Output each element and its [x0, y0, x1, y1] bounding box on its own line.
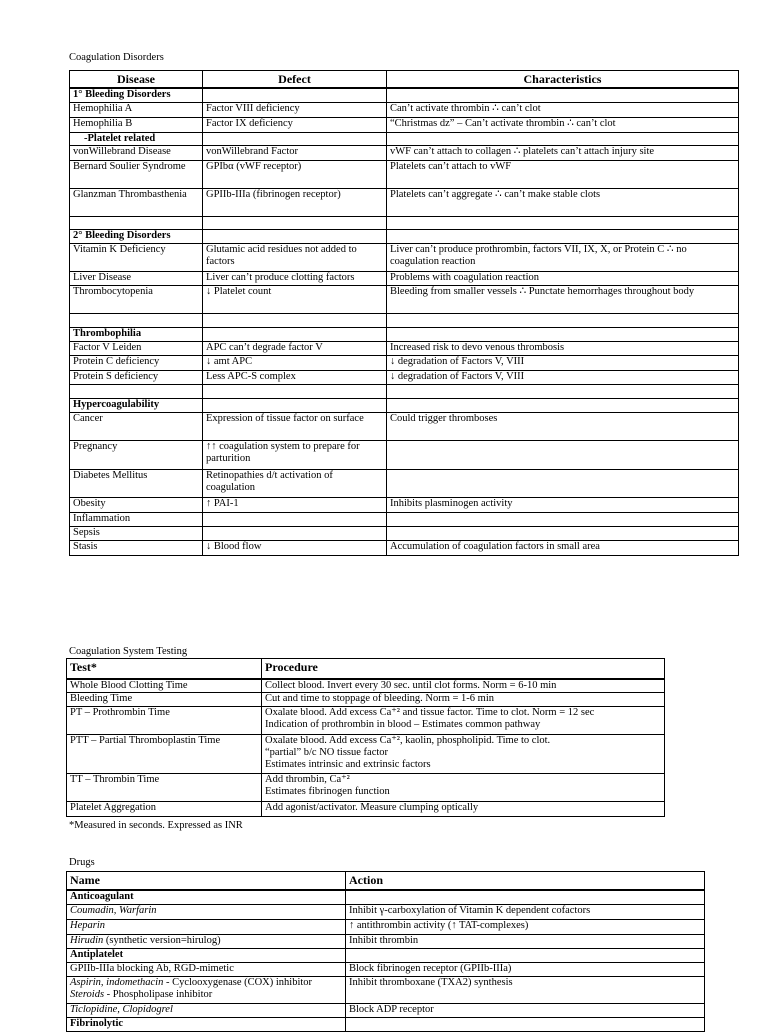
action-cell: Inhibit thromboxane (TXA2) synthesis [346, 977, 705, 1004]
disease-cell: Glanzman Thrombasthenia [70, 188, 203, 216]
header-characteristics: Characteristics [387, 71, 739, 89]
action-cell: Inhibit γ-carboxylation of Vitamin K dependent cofactors [346, 905, 705, 920]
group-row [70, 398, 739, 412]
disease-cell: Bernard Soulier Syndrome [70, 160, 203, 188]
defect-cell: ↑↑ coagulation system to prepare for parturition [203, 440, 387, 469]
characteristics-cell: Platelets can’t aggregate ∴ can’t make stable clots [387, 188, 739, 216]
characteristics-cell [387, 526, 739, 540]
drug-name-cell [67, 963, 346, 977]
disease-cell: Stasis [70, 540, 203, 555]
defect-cell: Glutamic acid residues not added to factors [203, 243, 387, 271]
group-row [67, 949, 705, 963]
drug-name-cell [67, 1004, 346, 1018]
drug-name-cell [67, 905, 346, 920]
group-row [67, 890, 705, 905]
header-procedure: Procedure [262, 659, 665, 679]
drug-name-note: GPIIb-IIIa blocking Ab, RGD-mimetic [70, 963, 234, 974]
defect-cell: vonWillebrand Factor [203, 145, 387, 160]
table-row [67, 1004, 705, 1018]
characteristics-cell [387, 469, 739, 497]
table-row [70, 497, 739, 512]
action-cell [346, 890, 705, 905]
characteristics-cell: Accumulation of coagulation factors in small area [387, 540, 739, 555]
table-row [70, 188, 739, 216]
drugs-title: Drugs [69, 857, 95, 868]
disease-cell: Thrombocytopenia [70, 285, 203, 313]
action-cell: ↑ antithrombin activity (↑ TAT-complexes) [346, 920, 705, 935]
testing-footnote: *Measured in seconds. Expressed as INR [69, 820, 243, 831]
characteristics-cell [387, 216, 739, 229]
disease-cell: Hemophilia A [70, 102, 203, 117]
procedure-cell: Oxalate blood. Add excess Ca⁺² and tissue factor. Time to clot. Norm = 12 sec Indication of prothrombin in blood – Estimates common pathway [262, 707, 665, 735]
characteristics-cell [387, 440, 739, 469]
drug-name: Hirudin [70, 935, 104, 946]
spacer-row [70, 313, 739, 327]
table-row [70, 145, 739, 160]
disease-cell: Diabetes Mellitus [70, 469, 203, 497]
table-row [67, 920, 705, 935]
disease-cell: -Platelet related [70, 132, 203, 145]
characteristics-cell: Problems with coagulation reaction [387, 271, 739, 285]
disease-cell: vonWillebrand Disease [70, 145, 203, 160]
characteristics-cell: Can’t activate thrombin ∴ can’t clot [387, 102, 739, 117]
action-cell: Block ADP receptor [346, 1004, 705, 1018]
procedure-cell: Add thrombin, Ca⁺² Estimates fibrinogen function [262, 774, 665, 802]
disease-cell: Vitamin K Deficiency [70, 243, 203, 271]
test-cell: PT – Prothrombin Time [67, 707, 262, 735]
disease-cell: Thrombophilia [70, 327, 203, 341]
characteristics-cell [387, 229, 739, 243]
group-row [70, 327, 739, 341]
table-row [67, 905, 705, 920]
characteristics-cell: Inhibits plasminogen activity [387, 497, 739, 512]
procedure-cell: Cut and time to stoppage of bleeding. Norm = 1-6 min [262, 693, 665, 707]
table-row [67, 679, 665, 693]
table-row [67, 977, 705, 1004]
defect-cell: ↓ Platelet count [203, 285, 387, 313]
procedure-cell: Collect blood. Invert every 30 sec. until clot forms. Norm = 6-10 min [262, 679, 665, 693]
characteristics-cell [387, 132, 739, 145]
test-cell: Whole Blood Clotting Time [67, 679, 262, 693]
defect-cell: Factor VIII deficiency [203, 102, 387, 117]
table-row [67, 707, 665, 735]
table-row [70, 102, 739, 117]
disease-cell: 2° Bleeding Disorders [70, 229, 203, 243]
defect-cell [203, 384, 387, 398]
drug-name-note: - Phospholipase inhibitor [104, 989, 213, 1000]
defect-cell [203, 512, 387, 526]
disease-cell: Liver Disease [70, 271, 203, 285]
table-row [70, 512, 739, 526]
defect-cell: ↑ PAI-1 [203, 497, 387, 512]
table-row [67, 693, 665, 707]
drug-name: Ticlopidine, Clopidogrel [70, 1004, 173, 1015]
drug-name-cell [67, 935, 346, 949]
defect-cell: Retinopathies d/t activation of coagulation [203, 469, 387, 497]
group-row [70, 88, 739, 102]
disease-cell: Hypercoagulability [70, 398, 203, 412]
spacer-row [70, 384, 739, 398]
disease-cell: Factor V Leiden [70, 341, 203, 355]
table-row [70, 412, 739, 440]
coagulation-disorders-title: Coagulation Disorders [69, 52, 164, 63]
characteristics-cell [387, 512, 739, 526]
defect-cell: Expression of tissue factor on surface [203, 412, 387, 440]
coagulation-testing-title: Coagulation System Testing [69, 646, 188, 657]
defect-cell [203, 88, 387, 102]
drug-group-cell: Anticoagulant [67, 890, 346, 905]
test-cell: Platelet Aggregation [67, 802, 262, 817]
defect-cell: ↓ Blood flow [203, 540, 387, 555]
disease-cell [70, 384, 203, 398]
disease-cell: Obesity [70, 497, 203, 512]
action-cell [346, 949, 705, 963]
characteristics-cell: vWF can’t attach to collagen ∴ platelets can’t attach injury site [387, 145, 739, 160]
table-row [70, 160, 739, 188]
action-cell: Block fibrinogen receptor (GPIIb-IIIa) [346, 963, 705, 977]
defect-cell: Liver can’t produce clotting factors [203, 271, 387, 285]
characteristics-cell [387, 313, 739, 327]
disease-cell: Cancer [70, 412, 203, 440]
header-defect: Defect [203, 71, 387, 89]
table-row [67, 774, 665, 802]
test-cell: Bleeding Time [67, 693, 262, 707]
drug-name: Coumadin, Warfarin [70, 905, 157, 916]
disease-cell: Protein C deficiency [70, 355, 203, 370]
drug-name-note: (synthetic version=hirulog) [103, 935, 221, 946]
group-row [70, 132, 739, 145]
disease-cell: Protein S deficiency [70, 370, 203, 384]
coagulation-disorders-table [69, 70, 739, 556]
disease-cell [70, 313, 203, 327]
characteristics-cell [387, 327, 739, 341]
table-row [70, 243, 739, 271]
action-cell: Inhibit thrombin [346, 935, 705, 949]
header-disease: Disease [70, 71, 203, 89]
disease-cell: Inflammation [70, 512, 203, 526]
characteristics-cell: Increased risk to devo venous thrombosis [387, 341, 739, 355]
defect-cell [203, 229, 387, 243]
table-row [67, 963, 705, 977]
defect-cell [203, 526, 387, 540]
defect-cell [203, 132, 387, 145]
characteristics-cell: Liver can’t produce prothrombin, factors VII, IX, X, or Protein C ∴ no coagulation reaction [387, 243, 739, 271]
characteristics-cell [387, 88, 739, 102]
defect-cell: Less APC-S complex [203, 370, 387, 384]
table-row [70, 341, 739, 355]
characteristics-cell: ↓ degradation of Factors V, VIII [387, 370, 739, 384]
table-row [67, 935, 705, 949]
drug-group-cell: Antiplatelet [67, 949, 346, 963]
drug-name-cell [67, 920, 346, 935]
defect-cell [203, 327, 387, 341]
table-row [70, 540, 739, 555]
characteristics-cell: Could trigger thromboses [387, 412, 739, 440]
drug-name: Steroids [70, 989, 105, 1000]
defect-cell: GPIbα (vWF receptor) [203, 160, 387, 188]
action-cell [346, 1018, 705, 1032]
disease-cell: Sepsis [70, 526, 203, 540]
drugs-table [66, 871, 705, 1032]
table-row [70, 285, 739, 313]
defect-cell: Factor IX deficiency [203, 117, 387, 132]
characteristics-cell [387, 398, 739, 412]
table-row [70, 355, 739, 370]
drug-group-cell: Fibrinolytic [67, 1018, 346, 1032]
table-row [70, 117, 739, 132]
defect-cell: APC can’t degrade factor V [203, 341, 387, 355]
defect-cell: GPIIb-IIIa (fibrinogen receptor) [203, 188, 387, 216]
table-row [67, 735, 665, 774]
table-row [70, 469, 739, 497]
drug-name-cell [67, 977, 346, 1004]
header-test: Test* [67, 659, 262, 679]
characteristics-cell: “Christmas dz” – Can’t activate thrombin ∴ can’t clot [387, 117, 739, 132]
table-row [70, 271, 739, 285]
group-row [67, 1018, 705, 1032]
table-row [67, 802, 665, 817]
table-row [70, 526, 739, 540]
group-row [70, 229, 739, 243]
spacer-row [70, 216, 739, 229]
defect-cell [203, 398, 387, 412]
procedure-cell: Oxalate blood. Add excess Ca⁺², kaolin, phospholipid. Time to clot. “partial” b/c NO tissue factor Estimates intrinsic and extrinsic factors [262, 735, 665, 774]
coagulation-testing-table [66, 658, 665, 817]
defect-cell: ↓ amt APC [203, 355, 387, 370]
disease-cell: Hemophilia B [70, 117, 203, 132]
test-cell: PTT – Partial Thromboplastin Time [67, 735, 262, 774]
characteristics-cell: Platelets can’t attach to vWF [387, 160, 739, 188]
defect-cell [203, 216, 387, 229]
header-name: Name [67, 872, 346, 890]
characteristics-cell: Bleeding from smaller vessels ∴ Punctate hemorrhages throughout body [387, 285, 739, 313]
procedure-cell: Add agonist/activator. Measure clumping optically [262, 802, 665, 817]
defect-cell [203, 313, 387, 327]
disease-cell: Pregnancy [70, 440, 203, 469]
characteristics-cell [387, 384, 739, 398]
disease-cell [70, 216, 203, 229]
disease-cell: 1° Bleeding Disorders [70, 88, 203, 102]
header-action: Action [346, 872, 705, 890]
table-row [70, 440, 739, 469]
drug-name: Aspirin, indomethacin [70, 977, 164, 988]
characteristics-cell: ↓ degradation of Factors V, VIII [387, 355, 739, 370]
test-cell: TT – Thrombin Time [67, 774, 262, 802]
drug-name-note: - Cyclooxygenase (COX) inhibitor [163, 977, 313, 988]
drug-name: Heparin [70, 920, 105, 931]
table-row [70, 370, 739, 384]
